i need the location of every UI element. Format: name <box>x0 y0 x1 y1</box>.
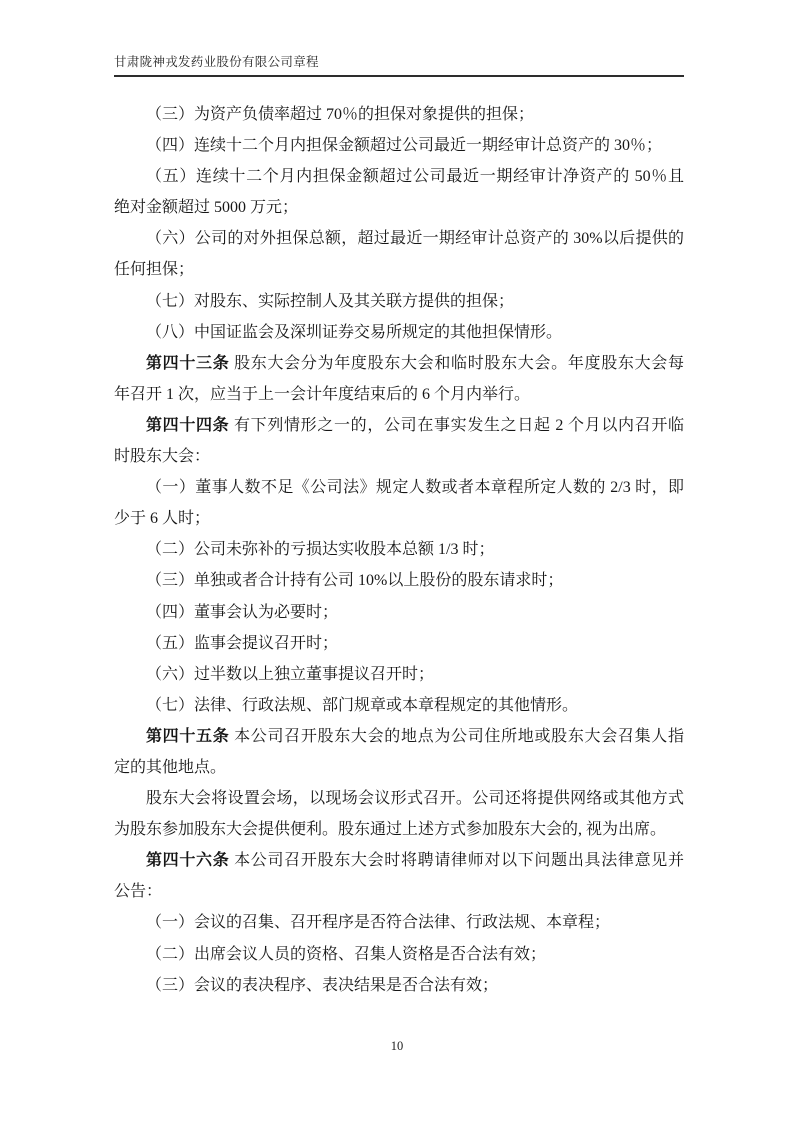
text-line: （二）出席会议人员的资格、召集人资格是否合法有效； <box>146 945 547 963</box>
text-line: （一）董事人数不足《公司法》规定人数或者本章程所定人数的 2/3 时，即 <box>146 479 684 497</box>
text-line: 少于 6 人时； <box>114 510 211 528</box>
text-line: （六）公司的对外担保总额，超过最近一期经审计总资产的 30%以后提供的 <box>146 230 684 248</box>
text-line: 股东大会将设置会场，以现场会议形式召开。公司还将提供网络或其他方式 <box>146 790 684 808</box>
text-line: 任何担保； <box>114 261 195 279</box>
text-line <box>114 348 684 379</box>
text-line: （七）法律、行政法规、部门规章或本章程规定的其他情形。 <box>146 696 579 714</box>
page-header-title: 甘肃陇神戎发药业股份有限公司章程 <box>114 52 684 77</box>
document-body <box>114 99 684 1001</box>
article-text: 本公司召开股东大会时将聘请律师对以下问题出具法律意见并 <box>229 852 684 870</box>
text-line: （四）连续十二个月内担保金额超过公司最近一期经审计总资产的 30％； <box>146 137 663 155</box>
text-line: 定的其他地点。 <box>114 758 227 776</box>
text-line <box>114 845 684 876</box>
text-line: （八）中国证监会及深圳证券交易所规定的其他担保情形。 <box>146 323 563 341</box>
article-number: 第四十三条 <box>146 354 230 372</box>
text-line: 为股东参加股东大会提供便利。股东通过上述方式参加股东大会的, 视为出席。 <box>114 821 667 839</box>
text-line: （一）会议的召集、召开程序是否符合法律、行政法规、本章程； <box>146 914 611 932</box>
text-line: 年召开 1 次，应当于上一会计年度结束后的 6 个月内举行。 <box>114 385 531 403</box>
article-number: 第四十六条 <box>146 852 230 870</box>
text-line: 时股东大会： <box>114 448 211 466</box>
article-number: 第四十五条 <box>146 727 230 745</box>
text-line: 绝对金额超过 5000 万元； <box>114 199 299 217</box>
article-text: 有下列情形之一的，公司在事实发生之日起 2 个月以内召开临 <box>229 416 684 434</box>
page-number: 10 <box>390 1039 404 1053</box>
text-line: （五）监事会提议召开时； <box>146 634 339 652</box>
text-line <box>114 721 684 752</box>
text-line: （五）连续十二个月内担保金额超过公司最近一期经审计净资产的 50％且 <box>146 168 684 186</box>
text-line: （七）对股东、实际控制人及其关联方提供的担保； <box>146 292 515 310</box>
text-line: （二）公司未弥补的亏损达实收股本总额 1/3 时； <box>146 541 495 559</box>
article-text: 股东大会分为年度股东大会和临时股东大会。年度股东大会每 <box>229 354 684 372</box>
text-line: （六）过半数以上独立董事提议召开时； <box>146 665 435 683</box>
text-line <box>114 410 684 441</box>
text-line: （三）为资产负债率超过 70％的担保对象提供的担保； <box>146 106 535 123</box>
text-line: （四）董事会认为必要时； <box>146 603 339 621</box>
text-line: 公告： <box>114 883 163 901</box>
text-line: （三）会议的表决程序、表决结果是否合法有效； <box>146 976 499 994</box>
article-number: 第四十四条 <box>146 416 230 434</box>
article-text: 本公司召开股东大会的地点为公司住所地或股东大会召集人指 <box>229 727 684 745</box>
text-line: （三）单独或者合计持有公司 10%以上股份的股东请求时； <box>146 572 564 590</box>
